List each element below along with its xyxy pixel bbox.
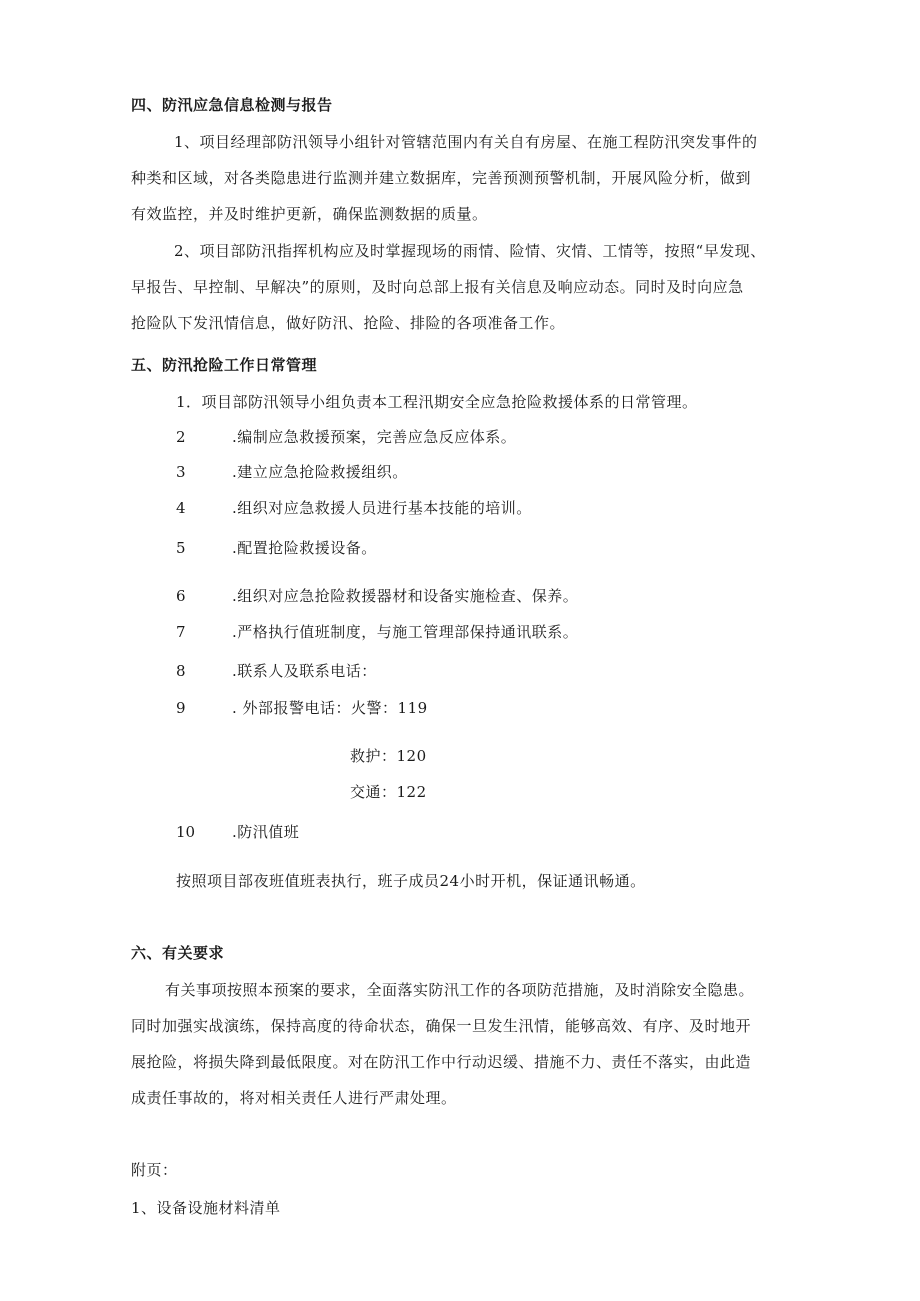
section-4-heading: 四、防汛应急信息检测与报告 <box>131 96 333 114</box>
item-number: 7 <box>176 623 186 641</box>
item-text: .防汛值班 <box>232 823 300 841</box>
item-text: .组织对应急抢险救援器材和设备实施检查、保养。 <box>232 587 579 605</box>
section-4-p2-line-3: 抢险队下发汛情信息，做好防汛、抢险、排险的各项准备工作。 <box>131 314 566 332</box>
item-text: .编制应急救援预案，完善应急反应体系。 <box>232 428 517 446</box>
item-number: 10 <box>176 823 196 841</box>
item-number: 8 <box>176 662 186 680</box>
duty-note: 按照项目部夜班值班表执行，班子成员24小时开机，保证通讯畅通。 <box>176 872 646 890</box>
appendix-label: 附页： <box>131 1161 178 1179</box>
appendix-item-1: 1、设备设施材料清单 <box>131 1199 281 1217</box>
section-4-p2-line-1: 2、项目部防汛指挥机构应及时掌握现场的雨情、险情、灾情、工情等，按照“早发现、 <box>174 242 766 260</box>
section-4-p1-line-2: 种类和区域，对各类隐患进行监测并建立数据库，完善预测预警机制，开展风险分析，做到 <box>131 169 752 187</box>
item-text: .联系人及联系电话： <box>232 662 377 680</box>
item-number: 2 <box>176 428 186 446</box>
section-4-p2-line-2: 早报告、早控制、早解决”的原则，及时向总部上报有关信息及响应动态。同时及时向应急 <box>131 278 744 296</box>
section-6-p-line-1: 有关事项按照本预案的要求，全面落实防汛工作的各项防范措施，及时消除安全隐患。 <box>165 981 755 999</box>
section-4-p1-line-3: 有效监控，并及时维护更新，确保监测数据的质量。 <box>131 205 488 223</box>
section-5-heading: 五、防汛抢险工作日常管理 <box>131 356 318 374</box>
traffic-phone: 交通：122 <box>350 783 427 801</box>
item-number: 5 <box>176 539 186 557</box>
item-text: .配置抢险救援设备。 <box>232 539 377 557</box>
section-6-p-line-4: 成责任事故的，将对相关责任人进行严肃处理。 <box>131 1089 457 1107</box>
section-6-heading: 六、有关要求 <box>131 944 225 962</box>
item-number: 9 <box>176 699 186 717</box>
item-text: .严格执行值班制度，与施工管理部保持通讯联系。 <box>232 623 579 641</box>
item-number: 6 <box>176 587 186 605</box>
section-6-p-line-2: 同时加强实战演练，保持高度的待命状态，确保一旦发生汛情，能够高效、有序、及时地开 <box>131 1017 752 1035</box>
item-number: 4 <box>176 499 186 517</box>
section-4-p1-line-1: 1、项目经理部防汛领导小组针对管辖范围内有关自有房屋、在施工程防汛突发事件的 <box>174 133 758 151</box>
rescue-phone: 救护：120 <box>350 747 427 765</box>
item-number: 3 <box>176 463 186 481</box>
item-text: .组织对应急救援人员进行基本技能的培训。 <box>232 499 532 517</box>
section-5-item-1: 1．项目部防汛领导小组负责本工程汛期安全应急抢险救援体系的日常管理。 <box>176 393 698 411</box>
item-text: . 外部报警电话：火警：119 <box>232 699 428 717</box>
section-6-p-line-3: 展抢险，将损失降到最低限度。对在防汛工作中行动迟缓、措施不力、责任不落实，由此造 <box>131 1053 752 1071</box>
item-text: .建立应急抢险救援组织。 <box>232 463 408 481</box>
